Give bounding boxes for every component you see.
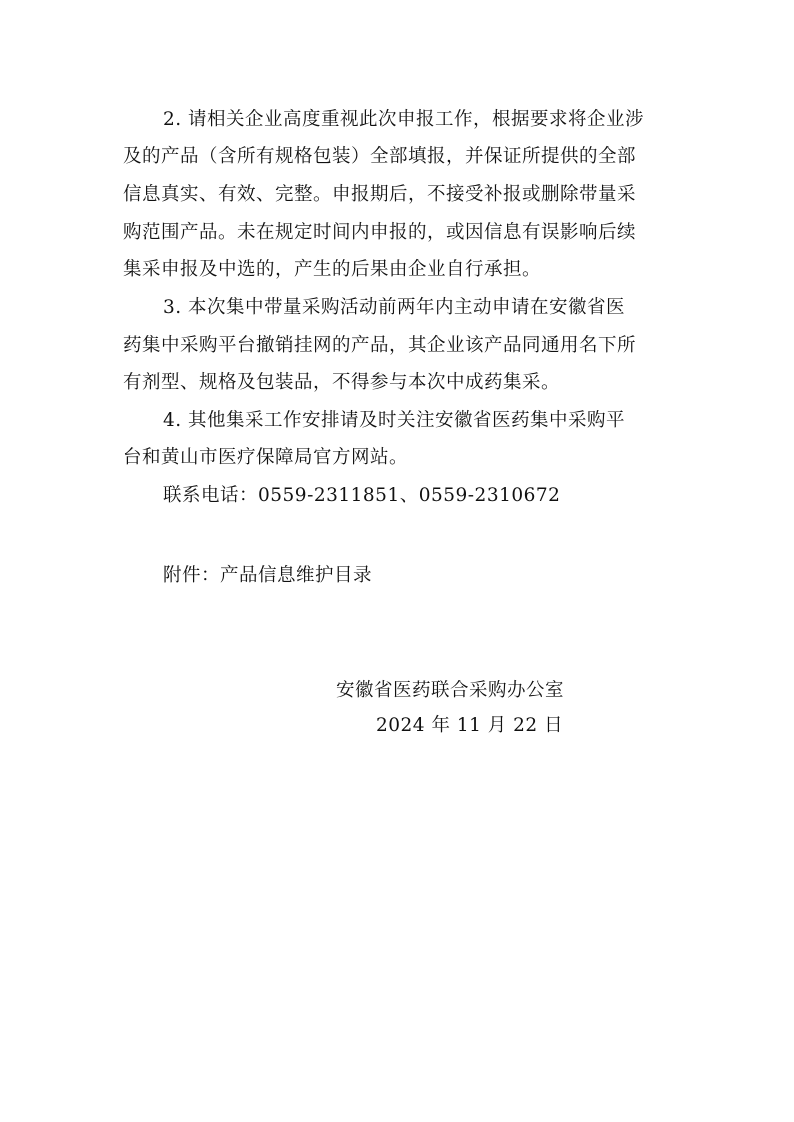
item4-line-2: 台和黄山市医疗保障局官方网站。: [123, 447, 409, 468]
item2-line-1: 2. 请相关企业高度重视此次申报工作，根据要求将企业涉: [163, 109, 645, 130]
item3-line-3: 有剂型、规格及包装品，不得参与本次中成药集采。: [123, 372, 561, 393]
item2-line-4: 购范围产品。未在规定时间内申报的，或因信息有误影响后续: [123, 222, 637, 243]
item4-line-1: 4. 其他集采工作安排请及时关注安徽省医药集中采购平: [163, 410, 626, 431]
item2-line-3: 信息真实、有效、完整。申报期后，不接受补报或删除带量采: [123, 184, 637, 205]
item3-line-1: 3. 本次集中带量采购活动前两年内主动申请在安徽省医: [163, 297, 626, 318]
item2-line-2: 及的产品（含所有规格包装）全部填报，并保证所提供的全部: [123, 146, 637, 167]
signature-date: 2024 年 11 月 22 日: [376, 715, 564, 736]
attachment-note: 附件：产品信息维护目录: [163, 565, 373, 586]
contact-phone: 联系电话：0559-2311851、0559-2310672: [163, 485, 561, 506]
item2-line-5: 集采申报及中选的，产生的后果由企业自行承担。: [123, 259, 542, 280]
signature-organization: 安徽省医药联合采购办公室: [336, 680, 565, 701]
item3-line-2: 药集中采购平台撤销挂网的产品，其企业该产品同通用名下所: [123, 335, 637, 356]
